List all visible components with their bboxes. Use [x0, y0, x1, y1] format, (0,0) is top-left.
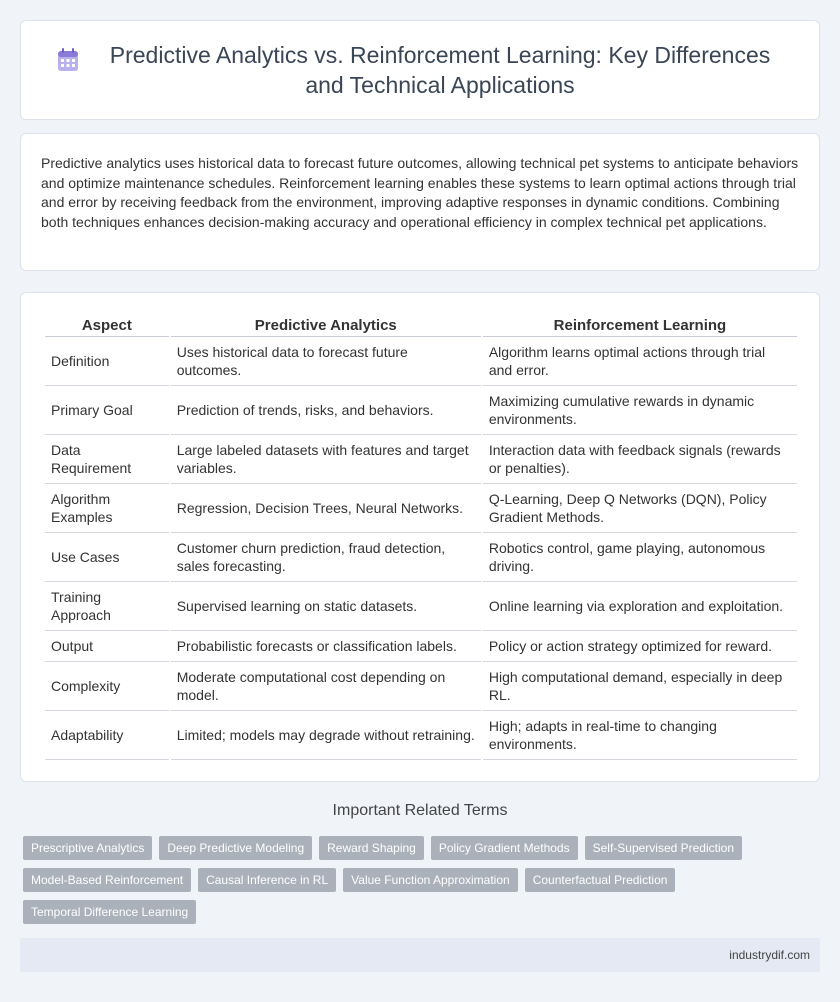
- aspect-cell: Primary Goal: [45, 386, 169, 435]
- table-row: [45, 484, 797, 533]
- related-term-tag[interactable]: Counterfactual Prediction: [525, 868, 676, 892]
- table-row: [45, 662, 797, 711]
- reinforcement-cell: High computational demand, especially in deep RL.: [483, 662, 797, 711]
- table-row: [45, 582, 797, 631]
- title-card: [20, 20, 820, 120]
- comparison-table: [43, 313, 799, 760]
- reinforcement-cell: Q-Learning, Deep Q Networks (DQN), Policy Gradient Methods.: [483, 484, 797, 533]
- header-predictive-analytics: Predictive Analytics: [171, 313, 481, 337]
- predictive-cell: Customer churn prediction, fraud detection, sales forecasting.: [171, 533, 481, 582]
- predictive-cell: Uses historical data to forecast future outcomes.: [171, 337, 481, 386]
- page-title: Predictive Analytics vs. Reinforcement Learning: Key Differences and Technical Applications: [109, 42, 771, 98]
- reinforcement-cell: Policy or action strategy optimized for reward.: [483, 631, 797, 662]
- related-term-tag[interactable]: Prescriptive Analytics: [23, 836, 152, 860]
- table-header-row: [45, 313, 797, 337]
- predictive-cell: Prediction of trends, risks, and behaviors.: [171, 386, 481, 435]
- table-row: [45, 386, 797, 435]
- related-term-tag[interactable]: Model-Based Reinforcement: [23, 868, 191, 892]
- aspect-cell: Training Approach: [45, 582, 169, 631]
- aspect-cell: Data Requirement: [45, 435, 169, 484]
- predictive-cell: Moderate computational cost depending on model.: [171, 662, 481, 711]
- related-term-tag[interactable]: Temporal Difference Learning: [23, 900, 196, 924]
- predictive-cell: Supervised learning on static datasets.: [171, 582, 481, 631]
- table-row: [45, 711, 797, 760]
- table-row: [45, 337, 797, 386]
- related-terms-list: [23, 836, 763, 924]
- related-term-tag[interactable]: Value Function Approximation: [343, 868, 518, 892]
- aspect-cell: Adaptability: [45, 711, 169, 760]
- predictive-cell: Regression, Decision Trees, Neural Networks.: [171, 484, 481, 533]
- table-row: [45, 435, 797, 484]
- table-row: [45, 631, 797, 662]
- comparison-table-card: [20, 292, 820, 782]
- intro-card: [20, 133, 820, 271]
- reinforcement-cell: Robotics control, game playing, autonomous driving.: [483, 533, 797, 582]
- aspect-cell: Output: [45, 631, 169, 662]
- header-reinforcement-learning: Reinforcement Learning: [483, 313, 797, 337]
- aspect-cell: Use Cases: [45, 533, 169, 582]
- header-aspect: Aspect: [45, 313, 169, 337]
- aspect-cell: Algorithm Examples: [45, 484, 169, 533]
- reinforcement-cell: Maximizing cumulative rewards in dynamic environments.: [483, 386, 797, 435]
- aspect-cell: Complexity: [45, 662, 169, 711]
- predictive-cell: Probabilistic forecasts or classification labels.: [171, 631, 481, 662]
- related-terms-title: Important Related Terms: [332, 802, 508, 819]
- aspect-cell: Definition: [45, 337, 169, 386]
- intro-paragraph: Predictive analytics uses historical data to forecast future outcomes, allowing technical pet systems to anticipate behaviors and optimize maintenance schedules. Reinforcement learning enables these systems to learn optimal actions through trial and error by receiving feedback from the environment, improving adaptive responses in dynamic conditions. Combining both techniques enhances decision-making accuracy and operational efficiency in complex technical pet applications.: [41, 155, 799, 230]
- related-term-tag[interactable]: Reward Shaping: [319, 836, 424, 860]
- related-term-tag[interactable]: Policy Gradient Methods: [431, 836, 578, 860]
- reinforcement-cell: High; adapts in real-time to changing environments.: [483, 711, 797, 760]
- reinforcement-cell: Interaction data with feedback signals (rewards or penalties).: [483, 435, 797, 484]
- related-term-tag[interactable]: Causal Inference in RL: [198, 868, 336, 892]
- table-row: [45, 533, 797, 582]
- footer: [20, 938, 820, 972]
- reinforcement-cell: Algorithm learns optimal actions through trial and error.: [483, 337, 797, 386]
- calendar-grid-icon: [57, 48, 79, 72]
- reinforcement-cell: Online learning via exploration and exploitation.: [483, 582, 797, 631]
- related-term-tag[interactable]: Deep Predictive Modeling: [159, 836, 312, 860]
- predictive-cell: Large labeled datasets with features and target variables.: [171, 435, 481, 484]
- predictive-cell: Limited; models may degrade without retraining.: [171, 711, 481, 760]
- related-term-tag[interactable]: Self-Supervised Prediction: [585, 836, 742, 860]
- footer-site-link[interactable]: industrydif.com: [729, 948, 810, 962]
